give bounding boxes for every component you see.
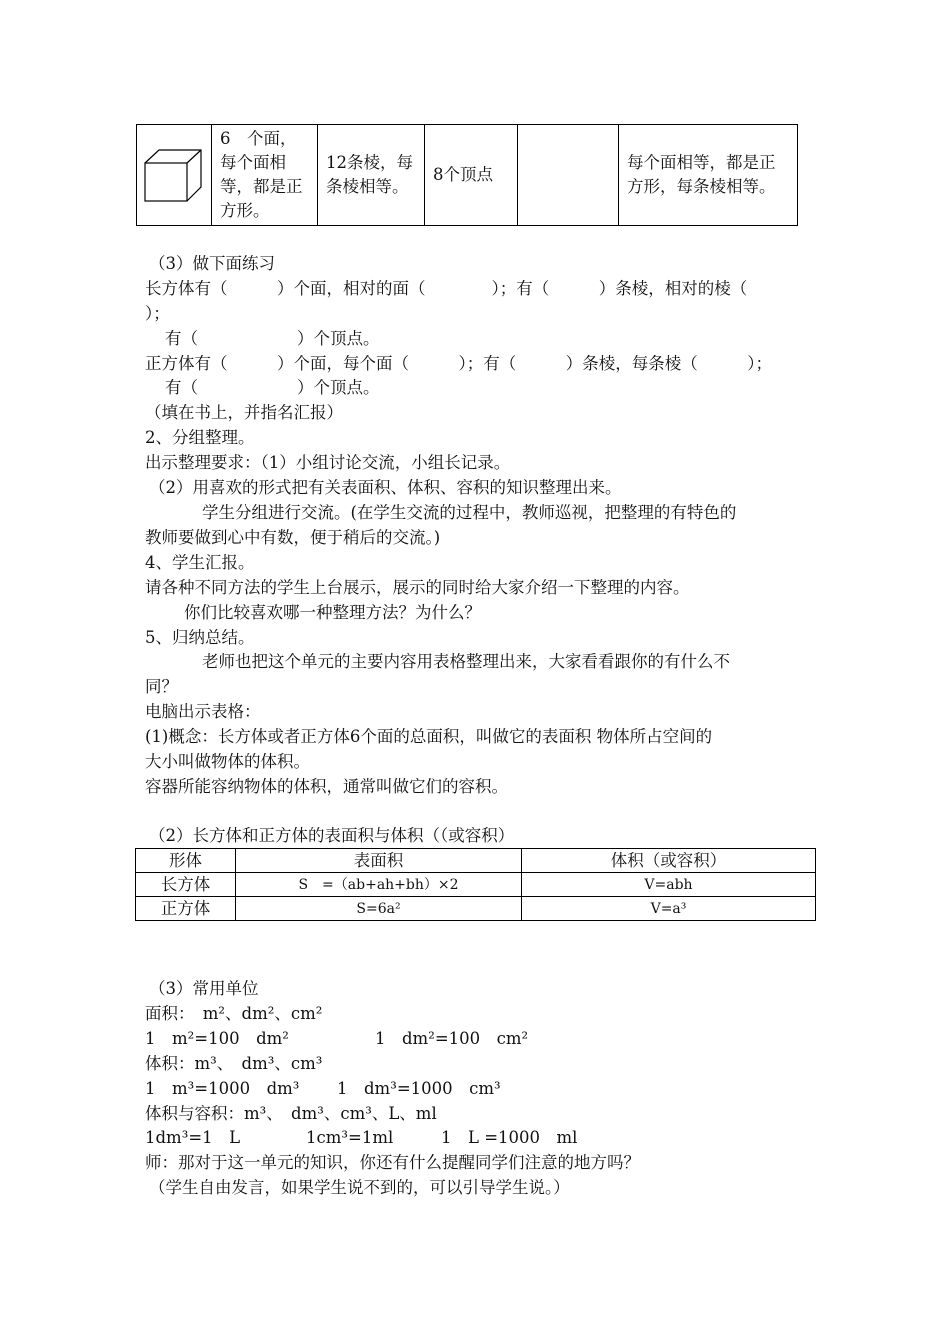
empty-cell: [518, 125, 619, 226]
shape-cell: 正方体: [136, 897, 236, 921]
exercise-heading: （3）做下面练习: [149, 254, 275, 273]
volume-conversion-1: 1 m³=1000 dm³: [145, 1079, 300, 1098]
header-shape: 形体: [136, 849, 236, 873]
student-note: （学生自由发言，如果学生说不到的，可以引导学生说。）: [149, 1178, 570, 1197]
header-volume: 体积（或容积）: [522, 849, 816, 873]
formula-table: [135, 848, 816, 921]
features-cell: 每个面相等，都是正方形，每条棱相等。: [619, 125, 798, 226]
vertices-cell: 8个顶点: [425, 125, 518, 226]
surface-formula-cell: S =（ab+ah+bh）×2: [236, 873, 522, 897]
section-4-heading: 4、学生汇报。: [145, 553, 255, 572]
requirement-1: 出示整理要求：（1）小组讨论交流，小组长记录。: [145, 453, 511, 472]
units-heading: （3）常用单位: [149, 979, 259, 998]
volume-formula-cell: V=abh: [522, 873, 816, 897]
formula-table-caption: （2）长方体和正方体的表面积与体积（（或容积）: [149, 826, 515, 845]
summary-text: 老师也把这个单元的主要内容用表格整理出来，大家看看跟你的有什么不: [202, 652, 730, 671]
header-surface-area: 表面积: [236, 849, 522, 873]
area-conversion-2: 1 dm²=100 cm²: [375, 1029, 529, 1048]
capacity-conversion-2: 1cm³=1ml: [306, 1128, 394, 1147]
capacity-units: 体积与容积：m³、 dm³、cm³、L、ml: [145, 1104, 437, 1123]
section-2-heading: 2、分组整理。: [145, 428, 255, 447]
concept-text-cont: 大小叫做物体的体积。: [145, 752, 310, 771]
volume-units: 体积：m³、 dm³、cm³: [145, 1054, 323, 1073]
group-exchange-text-cont: 教师要做到心中有数，便于稍后的交流。): [145, 528, 441, 547]
table-row: [137, 125, 798, 226]
capacity-conversion-3: 1 L =1000 ml: [441, 1128, 578, 1147]
summary-text-cont: 同？: [145, 677, 178, 696]
question-text: 你们比较喜欢哪一种整理方法？为什么？: [184, 603, 481, 622]
cube-icon: [137, 137, 209, 207]
surface-formula-cell: S=6a²: [236, 897, 522, 921]
fill-note: （填在书上，并指名汇报）: [145, 403, 343, 422]
edges-cell: 12条棱，每条棱相等。: [318, 125, 425, 226]
cuboid-question: 长方体有（ ）个面，相对的面（ ）；有（ ）条棱，相对的棱（: [145, 279, 748, 298]
shape-cell: 长方体: [136, 873, 236, 897]
volume-conversion-2: 1 dm³=1000 cm³: [337, 1079, 501, 1098]
capacity-conversion-1: 1dm³=1 L: [145, 1128, 241, 1147]
cube-question: 正方体有（ ）个面，每个面（ ）；有（ ）条棱，每条棱（ ）；: [145, 354, 772, 373]
group-exchange-text: 学生分组进行交流。(在学生交流的过程中，教师巡视，把整理的有特色的: [202, 503, 737, 522]
cube-image-cell: [137, 125, 212, 226]
cube-properties-table: [136, 124, 798, 226]
report-text: 请各种不同方法的学生上台展示，展示的同时给大家介绍一下整理的内容。: [145, 578, 690, 597]
faces-cell: 6 个面，每个面相等，都是正方形。: [212, 125, 318, 226]
cuboid-question-end: ）；: [145, 304, 170, 323]
table-header-row: [136, 849, 816, 873]
volume-formula-cell: V=a³: [522, 897, 816, 921]
capacity-definition: 容器所能容纳物体的体积，通常叫做它们的容积。: [145, 777, 508, 796]
show-table-text: 电脑出示表格：: [145, 702, 261, 721]
cuboid-vertices-question: 有（ ）个顶点。: [165, 329, 380, 348]
teacher-question: 师：那对于这一单元的知识，你还有什么提醒同学们注意的地方吗？: [145, 1153, 640, 1172]
requirement-2: （2）用喜欢的形式把有关表面积、体积、容积的知识整理出来。: [149, 478, 622, 497]
table-row: [136, 897, 816, 921]
table-row: [136, 873, 816, 897]
area-units: 面积： m²、dm²、cm²: [145, 1004, 323, 1023]
area-conversion-1: 1 m²=100 dm²: [145, 1029, 289, 1048]
concept-text: (1)概念：长方体或者正方体6个面的总面积，叫做它的表面积 物体所占空间的: [145, 727, 713, 746]
section-5-heading: 5、归纳总结。: [145, 628, 255, 647]
cube-vertices-question: 有（ ）个顶点。: [165, 378, 380, 397]
